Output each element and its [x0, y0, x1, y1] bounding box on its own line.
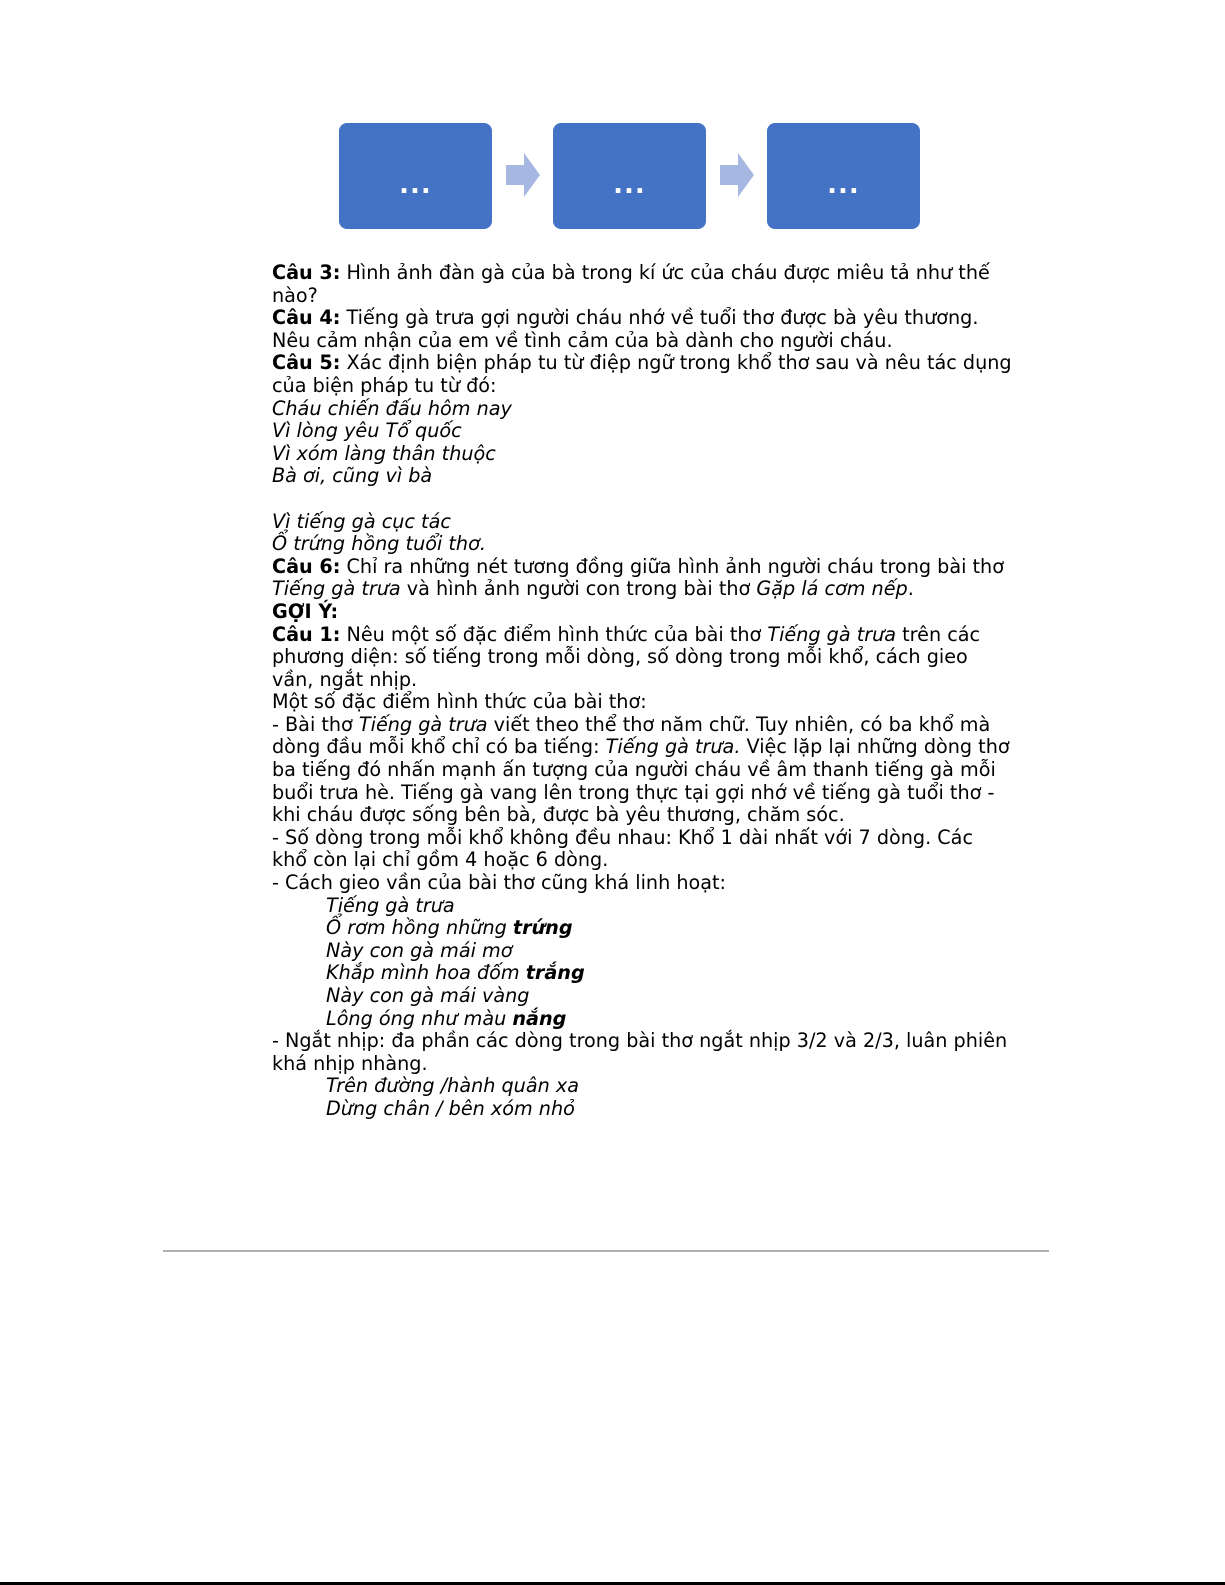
- bullet-rhythm: - Ngắt nhịp: đa phần các dòng trong bài thơ ngắt nhịp 3/2 và 2/3, luân phiên khá nhịp nhàng.: [272, 1029, 1008, 1075]
- rhyme-line: Khắp mình hoa đốm trắng: [326, 961, 585, 985]
- bullet-line-count: - Số dòng trong mỗi khổ không đều nhau: Khổ 1 dài nhất với 7 dòng. Các khổ còn lại chỉ gồm 4 hoặc 6 dòng.: [272, 825, 973, 872]
- rhyme-line: Tiếng gà trưa: [326, 893, 455, 917]
- arrow-right-icon: [720, 153, 754, 197]
- question-5: Câu 5: Xác định biện pháp tu từ điệp ngữ trong khổ thơ sau và nêu tác dụng của biện pháp tu từ đó:: [272, 351, 1012, 397]
- poem-line: Cháu chiến đấu hôm nay: [272, 396, 512, 420]
- diagram-box-1: ...: [339, 123, 492, 229]
- bullet-verse-form: - Bài thơ Tiếng gà trưa viết theo thể thơ năm chữ. Tuy nhiên, có ba khổ mà dòng đầu mỗi khổ chỉ có ba tiếng: Tiếng gà trưa. Việc lặp lại những dòng thơ ba tiếng đó nhấn mạnh ấn tượng của người cháu về âm thanh tiếng gà mỗi buổi trưa hè. Tiếng gà vang lên trong thực tại gợi nhớ về tiếng gà tuổi thơ - khi cháu được sống bên bà, được bà yêu thương, chăm sóc.: [272, 712, 1010, 827]
- arrow-right-icon: [506, 153, 540, 197]
- poem-line: Vì lòng yêu Tổ quốc: [272, 419, 462, 443]
- rhythm-line: Dừng chân / bên xóm nhỏ: [326, 1096, 575, 1120]
- footer-divider: [163, 1250, 1049, 1252]
- poem-line: Vì xóm làng thân thuộc: [272, 441, 496, 465]
- answer-1: Câu 1: Nêu một số đặc điểm hình thức của bài thơ Tiếng gà trưa trên các phương diện: số tiếng trong mỗi dòng, số dòng trong mỗi khổ, cách gieo vần, ngắt nhịp.: [272, 622, 981, 691]
- diagram-box-3: ...: [767, 123, 920, 229]
- document-body: [272, 262, 1012, 1121]
- poem-line: Vì tiếng gà cục tác: [272, 509, 451, 533]
- bullet-rhyme: - Cách gieo vần của bài thơ cũng khá linh hoạt:: [272, 871, 726, 895]
- diagram-box-2: ...: [553, 123, 706, 229]
- poem-line: Ổ trứng hồng tuổi thơ.: [272, 532, 486, 556]
- rhyme-line: Này con gà mái mơ: [326, 938, 513, 962]
- rhyme-line: Lông óng như màu nắng: [326, 1006, 567, 1030]
- rhyme-line: Ổ rơm hồng những trứng: [326, 916, 573, 940]
- rhythm-line: Trên đường /hành quân xa: [326, 1074, 579, 1098]
- question-3: Câu 3: Hình ảnh đàn gà của bà trong kí ức của cháu được miêu tả như thế nào?: [272, 261, 990, 307]
- process-diagram: [339, 123, 921, 230]
- hint-title: GỢI Ý:: [272, 599, 339, 623]
- poem-line: Bà ơi, cũng vì bà: [272, 464, 433, 488]
- answer-intro: Một số đặc điểm hình thức của bài thơ:: [272, 690, 647, 714]
- blank-line: [272, 488, 1012, 511]
- rhyme-line: Này con gà mái vàng: [326, 984, 530, 1007]
- question-4: Câu 4: Tiếng gà trưa gợi người cháu nhớ về tuổi thơ được bà yêu thương. Nêu cảm nhận của em về tình cảm của bà dành cho người cháu.: [272, 306, 979, 352]
- question-6: Câu 6: Chỉ ra những nét tương đồng giữa hình ảnh người cháu trong bài thơ Tiếng gà trưa và hình ảnh người con trong bài thơ Gặp lá cơm nếp.: [272, 554, 1004, 601]
